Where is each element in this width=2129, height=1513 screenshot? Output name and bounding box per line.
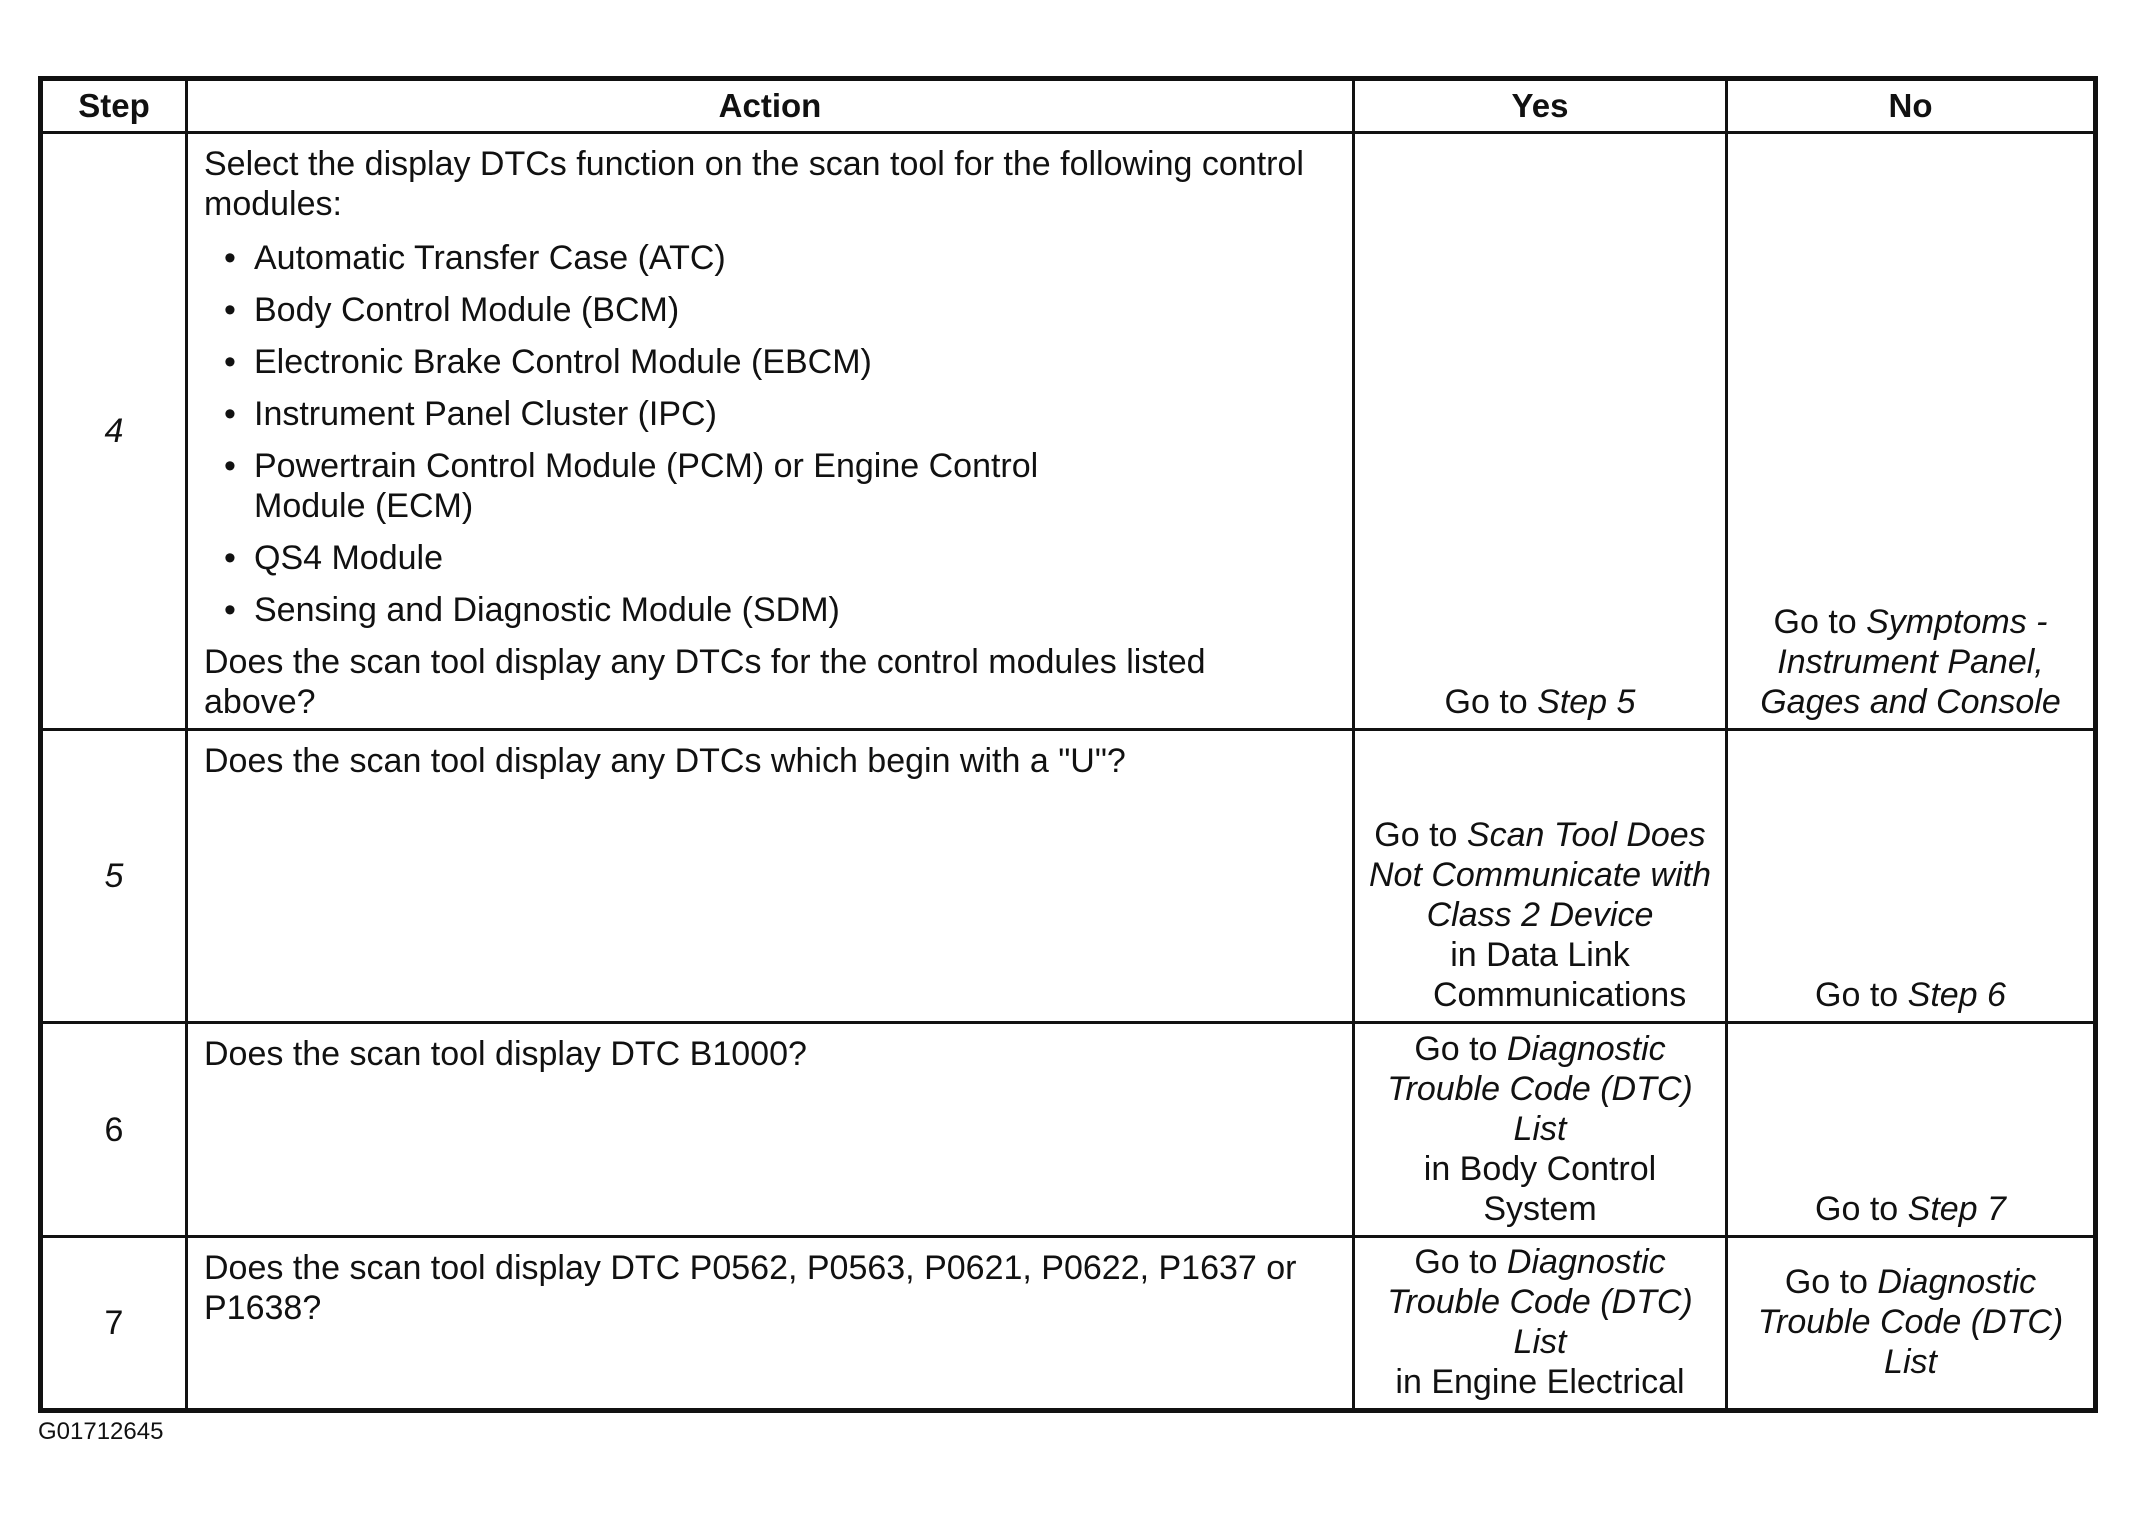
table-row bbox=[41, 1023, 2096, 1237]
yes-location: in Data Link Communications bbox=[1433, 936, 1687, 1014]
bullet-icon: • bbox=[224, 591, 236, 629]
diagnostic-table bbox=[38, 76, 2098, 1413]
list-item: • Instrument Panel Cluster (IPC) bbox=[224, 395, 717, 433]
header-row bbox=[41, 79, 2096, 133]
header-step: Step bbox=[41, 79, 187, 133]
bullet-icon: • bbox=[224, 447, 236, 485]
yes-cell: Go to Step 5 bbox=[1354, 133, 1727, 730]
bullet-icon: • bbox=[224, 291, 236, 329]
step-number: 5 bbox=[41, 730, 187, 1023]
module-list bbox=[204, 238, 1336, 630]
list-item: • Sensing and Diagnostic Module (SDM) bbox=[224, 591, 840, 629]
action-cell: Does the scan tool display DTC P0562, P0563, P0621, P0622, P1637 or P1638? bbox=[187, 1237, 1354, 1411]
step-number: 7 bbox=[41, 1237, 187, 1411]
yes-location: in Engine Electrical bbox=[1395, 1363, 1685, 1401]
step-number: 4 bbox=[41, 133, 187, 730]
list-item: • Body Control Module (BCM) bbox=[224, 291, 680, 329]
list-item: • Powertrain Control Module (PCM) or Engine Control Module (ECM) bbox=[224, 447, 1039, 525]
yes-link[interactable]: Step 5 bbox=[1537, 683, 1636, 721]
bullet-icon: • bbox=[224, 239, 236, 277]
bullet-icon: • bbox=[224, 539, 236, 577]
yes-cell: Go to Diagnostic Trouble Code (DTC) List in Body Control System bbox=[1354, 1023, 1727, 1237]
header-no: No bbox=[1727, 79, 2096, 133]
no-cell: Go to Symptoms - Instrument Panel, Gages and Console bbox=[1727, 133, 2096, 730]
yes-cell: Go to Diagnostic Trouble Code (DTC) List in Engine Electrical bbox=[1354, 1237, 1727, 1411]
action-cell: Does the scan tool display any DTCs which begin with a "U"? bbox=[187, 730, 1354, 1023]
step-number: 6 bbox=[41, 1023, 187, 1237]
no-link[interactable]: Symptoms - Instrument Panel, Gages and Console bbox=[1760, 603, 2061, 721]
action-question: Does the scan tool display any DTCs for the control modules listed above? bbox=[204, 643, 1206, 721]
figure-id: G01712645 bbox=[38, 1418, 164, 1445]
list-item: • Electronic Brake Control Module (EBCM) bbox=[224, 343, 872, 381]
no-cell: Go to Step 7 bbox=[1727, 1023, 2096, 1237]
bullet-icon: • bbox=[224, 343, 236, 381]
yes-link[interactable]: Diagnostic Trouble Code (DTC) List bbox=[1387, 1243, 1693, 1361]
header-yes: Yes bbox=[1354, 79, 1727, 133]
list-item: • QS4 Module bbox=[224, 539, 443, 577]
list-item: • Automatic Transfer Case (ATC) bbox=[224, 239, 726, 277]
yes-cell: Go to Scan Tool Does Not Communicate with Class 2 Device in Data Link Communications bbox=[1354, 730, 1727, 1023]
table-row bbox=[41, 1237, 2096, 1411]
yes-location: in Body Control System bbox=[1423, 1150, 1657, 1228]
action-cell: Does the scan tool display DTC B1000? bbox=[187, 1023, 1354, 1237]
header-action: Action bbox=[187, 79, 1354, 133]
bullet-icon: • bbox=[224, 395, 236, 433]
yes-link[interactable]: Scan Tool Does Not Communicate with Class 2 Device bbox=[1368, 816, 1711, 934]
table-row bbox=[41, 133, 2096, 730]
no-cell: Go to Diagnostic Trouble Code (DTC) List bbox=[1727, 1237, 2096, 1411]
action-cell bbox=[187, 133, 1354, 730]
action-intro: Select the display DTCs function on the scan tool for the following control modules: bbox=[204, 145, 1304, 223]
yes-link[interactable]: Diagnostic Trouble Code (DTC) List bbox=[1387, 1030, 1693, 1148]
no-link[interactable]: Step 6 bbox=[1907, 976, 2006, 1014]
no-link[interactable]: Diagnostic Trouble Code (DTC) List bbox=[1757, 1263, 2064, 1381]
no-link[interactable]: Step 7 bbox=[1907, 1190, 2006, 1228]
table-row bbox=[41, 730, 2096, 1023]
no-cell: Go to Step 6 bbox=[1727, 730, 2096, 1023]
